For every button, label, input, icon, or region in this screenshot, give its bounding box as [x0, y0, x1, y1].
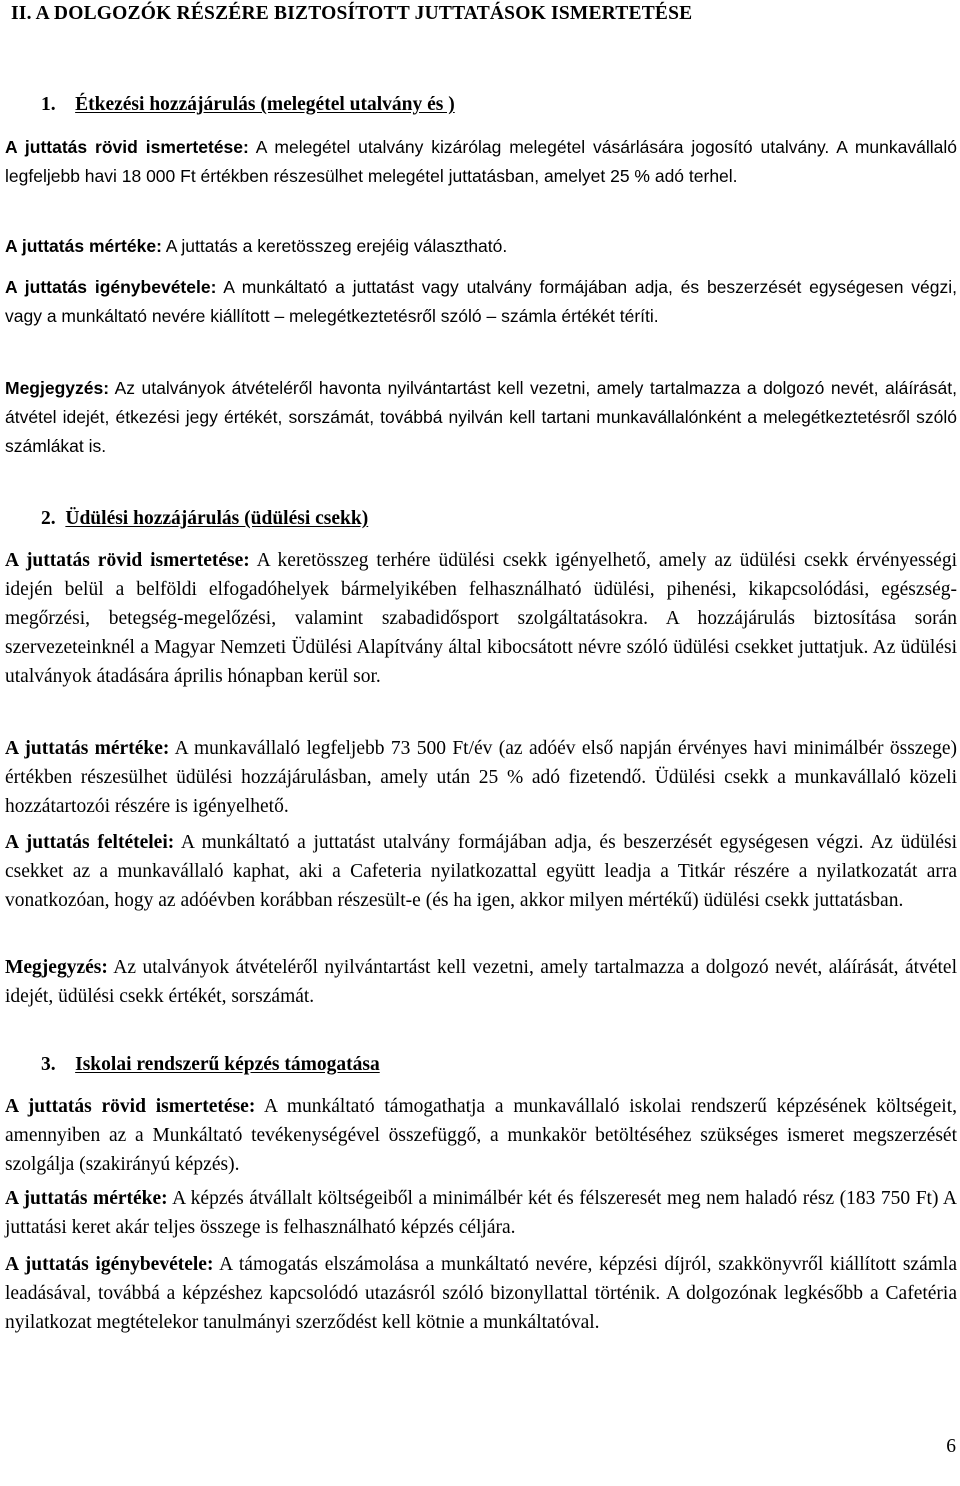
- paragraph-text: A melegétel utalvány kizárólag melegétel vásárlására jogosító utalvány. A munkavállaló legfeljebb havi 18 000 Ft értékben részesülhet melegétel juttatásban, amelyet 25 % adó terhel.: [5, 137, 957, 186]
- paragraph-text: A képzés átvállalt költségeiből a minimálbér két és félszeresét meg nem haladó rész (183 750 Ft) A juttatási keret akár teljes összege is felhasználható képzés céljára.: [5, 1188, 957, 1238]
- paragraph-label: A juttatás rövid ismertetése:: [5, 550, 250, 571]
- section-3-paragraph-summary: [5, 1092, 957, 1179]
- paragraph-label: Megjegyzés:: [5, 378, 110, 398]
- paragraph-text: A munkáltató a juttatást vagy utalvány formájában adja, és beszerzését egységesen végzi, vagy a munkáltató nevére kiállított – melegétkeztetésről szóló – számla értékét téríti.: [5, 277, 958, 326]
- section-1-number: 1.: [41, 94, 56, 115]
- paragraph-text: A támogatás elszámolása a munkáltató nevére, képzési díjról, szakkönyvről kiállított számla leadásával, továbbá a képzéshez kapcsolódó utazásról szóló bizonyllattal történik. A dolgozónak legkésőbb a Cafetéria nyilatkozat megtételekor tanulmányi szerződést kell kötnie a munkáltatóval.: [5, 1254, 957, 1333]
- paragraph-text: A munkáltató támogathatja a munkavállaló iskolai rendszerű képzésének költségeit, amennyiben az a Munkáltató tevékenységével összefüggő, a munkakör betöltéséhez szükséges ismeret megszerzését szolgálja (szakirányú képzés).: [5, 1096, 957, 1175]
- paragraph-label: A juttatás rövid ismertetése:: [5, 1096, 256, 1117]
- paragraph-label: A juttatás igénybevétele:: [5, 277, 217, 297]
- section-1-paragraph-usage: [5, 273, 957, 331]
- section-1-paragraph-amount: [5, 232, 957, 261]
- section-3-heading: [41, 1054, 380, 1076]
- section-2-paragraph-note: [5, 953, 957, 1011]
- paragraph-label: A juttatás mértéke:: [5, 1188, 168, 1209]
- paragraph-text: A munkáltató a juttatást utalvány formájában adja, és beszerzését egységesen végzi. Az üdülési csekket az a munkavállaló kaphat, aki a Cafeteria nyilatkozattal együtt leadja a Titkár részére a nyilatkozatát arra vonatkozóan, hogy az adóévben korábban részesült-e (és ha igen, akkor milyen mértékű) üdülési csekk juttatásban.: [5, 832, 957, 911]
- section-2-title: Üdülési hozzájárulás (üdülési csekk): [65, 508, 369, 529]
- main-title: II. A DOLGOZÓK RÉSZÉRE BIZTOSÍTOTT JUTTATÁSOK ISMERTETÉSE: [11, 3, 693, 24]
- paragraph-label: A juttatás rövid ismertetése:: [5, 137, 249, 157]
- paragraph-text: Az utalványok átvételéről havonta nyilvántartást kell vezetni, amely tartalmazza a dolgozó nevét, aláírását, átvétel idejét, étkezési jegy értékét, sorszámát, továbbá nyilván kell tartani munkavállalónként a melegétkeztetésről szóló számlákat is.: [5, 378, 957, 456]
- section-2-paragraph-amount: [5, 734, 957, 821]
- paragraph-label: A juttatás igénybevétele:: [5, 1254, 214, 1275]
- section-1-heading: [41, 94, 455, 116]
- paragraph-label: Megjegyzés:: [5, 957, 108, 978]
- section-3-title: Iskolai rendszerű képzés támogatása: [75, 1054, 380, 1075]
- paragraph-text: A juttatás a keretösszeg erejéig választható.: [161, 236, 508, 256]
- paragraph-text: A munkavállaló legfeljebb 73 500 Ft/év (az adóév első napján érvényes havi minimálbér összege) értékben részesülhet üdülési hozzájárulásban, amely után 25 % adó fizetendő. Üdülési csekk a munkavállaló közeli hozzátartozói részére is igényelhető.: [5, 738, 957, 817]
- section-2-paragraph-summary: [5, 546, 957, 691]
- page-number: 6: [946, 1436, 956, 1457]
- section-3-number: 3.: [41, 1054, 56, 1075]
- section-1-title: Étkezési hozzájárulás (melegétel utalvány és ): [75, 94, 455, 115]
- section-2-heading: [41, 508, 368, 530]
- paragraph-text: Az utalványok átvételéről nyilvántartást kell vezetni, amely tartalmazza a dolgozó nevét, aláírását, átvétel idejét, üdülési csekk értékét, sorszámát.: [5, 957, 957, 1007]
- section-3-paragraph-amount: [5, 1184, 957, 1242]
- paragraph-text: A keretösszeg terhére üdülési csekk igényelhető, amely az üdülési csekk érvényességi idején belül a belföldi elfogadóhelyek bármelyikében felhasználható üdülési, pihenési, kikapcsolódási, egészség-megőrzési, betegség-megelőzési, valamint szabadidősport szolgáltatásokra. A hozzájárulás biztosítása során szervezeteinknél a Magyar Nemzeti Üdülési Alapítvány által kibocsátott névre szóló üdülési csekket juttatjuk. Az üdülési utalványok átadására április hónapban kerül sor.: [5, 550, 957, 687]
- section-2-number: 2.: [41, 508, 56, 529]
- section-1-paragraph-note: [5, 374, 957, 461]
- section-1-paragraph-summary: [5, 133, 957, 191]
- section-2-paragraph-conditions: [5, 828, 957, 915]
- paragraph-label: A juttatás mértéke:: [5, 738, 170, 759]
- section-3-paragraph-usage: [5, 1250, 957, 1337]
- paragraph-label: A juttatás feltételei:: [5, 832, 175, 853]
- paragraph-label: A juttatás mértéke:: [5, 236, 162, 256]
